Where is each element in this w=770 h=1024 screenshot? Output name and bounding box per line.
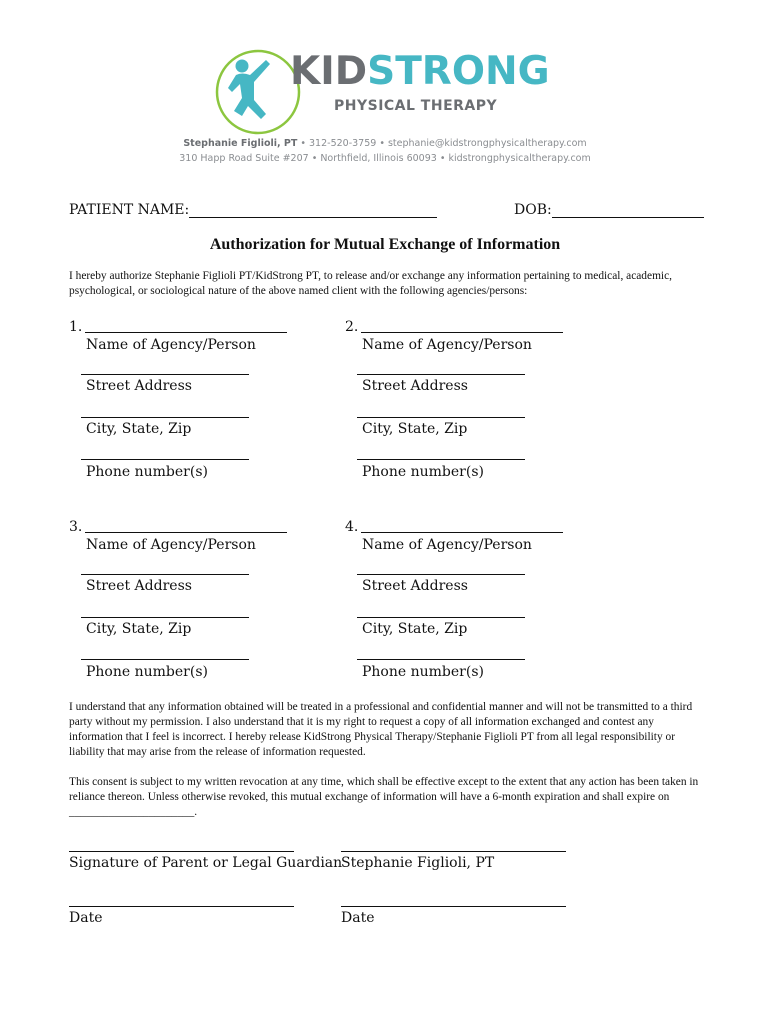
agency-2-city-label: City, State, Zip <box>362 421 468 437</box>
therapist-date-line[interactable] <box>341 906 566 907</box>
consent-end: . <box>194 806 198 818</box>
agency-4-number: 4. <box>345 519 359 535</box>
agency-2-street-line[interactable] <box>357 374 525 375</box>
consent-text: This consent is subject to my written revocation at any time, which shall be effective except to the extent that any action has been taken in reliance thereon. Unless otherwise revoked, this mutual exchange of information will have a 6-month expiration and shall expire on <box>69 776 699 803</box>
agency-2-name-label: Name of Agency/Person <box>362 337 532 353</box>
brand-strong: STRONG <box>367 49 550 94</box>
agency-4-name-label: Name of Agency/Person <box>362 537 532 553</box>
agency-3-city-line[interactable] <box>81 617 249 618</box>
agency-3-number: 3. <box>69 519 83 535</box>
agency-3-name-label: Name of Agency/Person <box>86 537 256 553</box>
agency-4-street-label: Street Address <box>362 578 468 594</box>
agency-3-street-label: Street Address <box>86 578 192 594</box>
agency-2-phone-line[interactable] <box>357 459 525 460</box>
intro-paragraph: I hereby authorize Stephanie Figlioli PT/KidStrong PT, to release and/or exchange any information pertaining to medical, academic, psychological, or sociological nature of the above named client with the following agencies/persons: <box>69 270 672 297</box>
contact-phone-email: • 312-520-3759 • stephanie@kidstrongphysicaltherapy.com <box>297 138 587 149</box>
agency-1-city-line[interactable] <box>81 417 249 418</box>
agency-3-phone-label: Phone number(s) <box>86 664 208 680</box>
agency-1-city-label: City, State, Zip <box>86 421 192 437</box>
agency-2-phone-label: Phone number(s) <box>362 464 484 480</box>
parent-date-line[interactable] <box>69 906 294 907</box>
patient-name-line[interactable] <box>189 203 437 218</box>
contact-line-2: 310 Happ Road Suite #207 • Northfield, Illinois 60093 • kidstrongphysicaltherapy.com <box>179 153 591 164</box>
agency-1-street-label: Street Address <box>86 378 192 394</box>
therapist-signature-label: Stephanie Figlioli, PT <box>341 855 495 871</box>
therapist-date-label: Date <box>341 910 375 926</box>
dob-field <box>514 202 704 218</box>
agency-2-number: 2. <box>345 319 359 335</box>
agency-4-street-line[interactable] <box>357 574 525 575</box>
agency-1-phone-label: Phone number(s) <box>86 464 208 480</box>
contact-line-1 <box>0 138 770 149</box>
expiration-date-blank[interactable]: ______________________ <box>69 806 195 818</box>
therapist-signature-line[interactable] <box>341 851 566 852</box>
parent-signature-line[interactable] <box>69 851 294 852</box>
contact-name: Stephanie Figlioli, PT <box>183 138 298 149</box>
dob-line[interactable] <box>552 203 704 218</box>
document-title: Authorization for Mutual Exchange of Information <box>209 236 561 253</box>
agency-3-street-line[interactable] <box>81 574 249 575</box>
brand-tagline: PHYSICAL THERAPY <box>334 98 498 114</box>
agency-1-street-line[interactable] <box>81 374 249 375</box>
agency-1-name-line[interactable] <box>85 332 287 333</box>
agency-4-city-line[interactable] <box>357 617 525 618</box>
brand-kid: KID <box>290 49 368 94</box>
patient-name-field <box>69 202 437 218</box>
dob-label: DOB: <box>514 202 552 218</box>
agency-2-name-line[interactable] <box>361 332 563 333</box>
brand-name <box>290 49 550 94</box>
agency-1-phone-line[interactable] <box>81 459 249 460</box>
agency-3-phone-line[interactable] <box>81 659 249 660</box>
parent-date-label: Date <box>69 910 103 926</box>
agency-4-phone-label: Phone number(s) <box>362 664 484 680</box>
agency-3-city-label: City, State, Zip <box>86 621 192 637</box>
agency-3-name-line[interactable] <box>85 532 287 533</box>
agency-4-name-line[interactable] <box>361 532 563 533</box>
agency-1-number: 1. <box>69 319 83 335</box>
agency-1-name-label: Name of Agency/Person <box>86 337 256 353</box>
patient-name-label: PATIENT NAME: <box>69 202 190 218</box>
parent-signature-label: Signature of Parent or Legal Guardian <box>69 855 343 871</box>
agency-4-city-label: City, State, Zip <box>362 621 468 637</box>
agency-4-phone-line[interactable] <box>357 659 525 660</box>
understand-paragraph: I understand that any information obtained will be treated in a professional and confidential manner and will not be transmitted to a third party without my permission. I also understand that it is my right to request a copy of all information exchanged and contest any information that I feel is incorrect. I hereby release KidStrong Physical Therapy/Stephanie Figlioli PT from all legal responsibility or liability that may arise from the release of information requested. <box>69 701 693 758</box>
consent-paragraph <box>69 775 709 820</box>
agency-2-street-label: Street Address <box>362 378 468 394</box>
agency-2-city-line[interactable] <box>357 417 525 418</box>
